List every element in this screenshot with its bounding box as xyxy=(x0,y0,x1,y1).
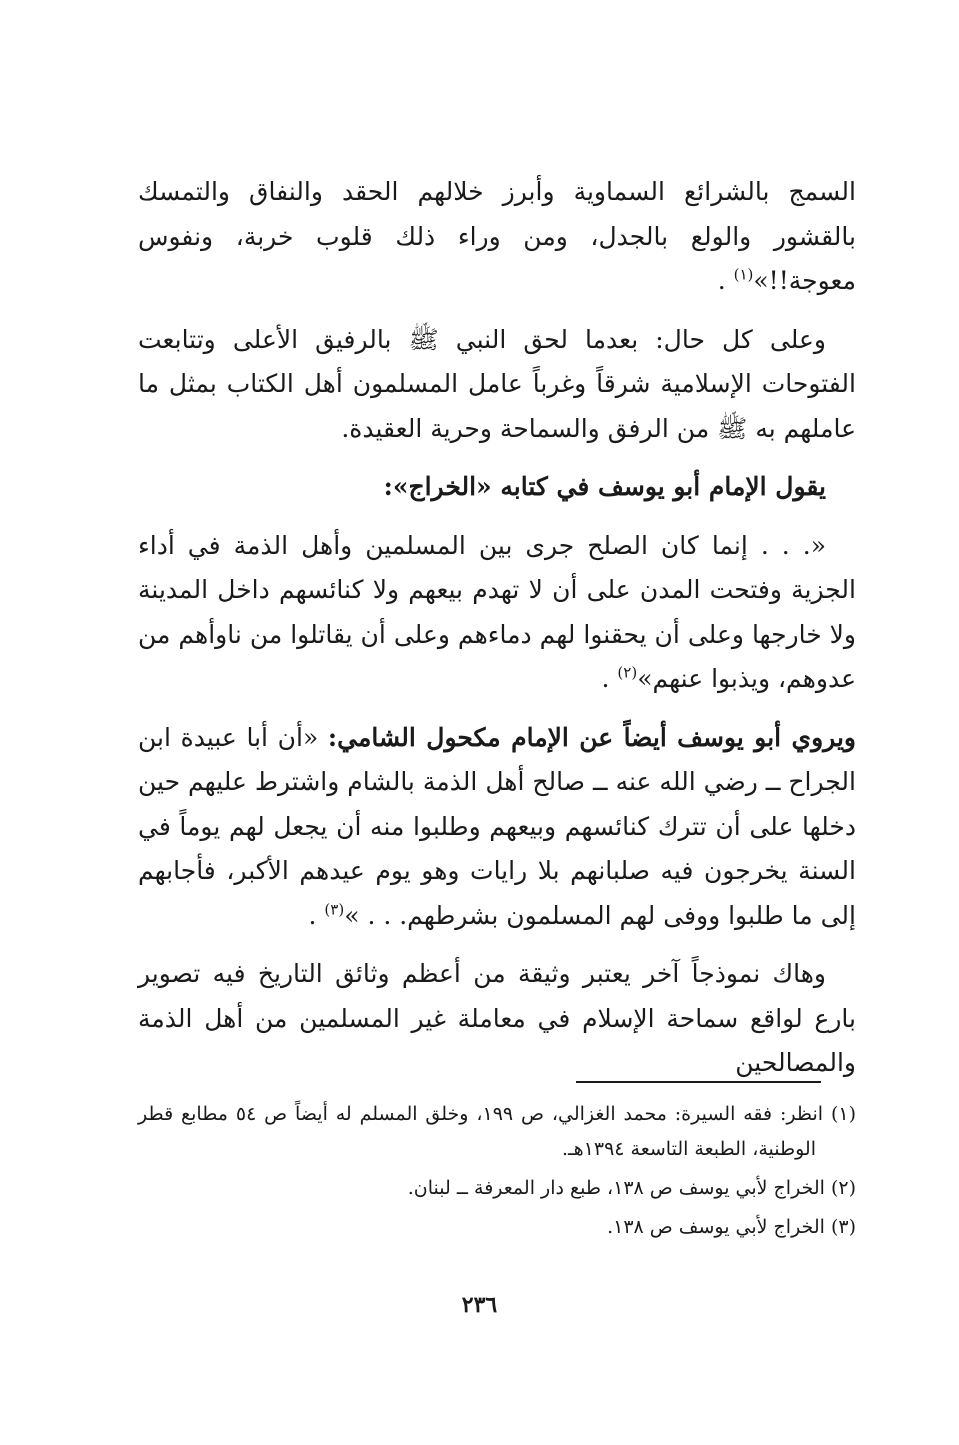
heading-text: يقول الإمام أبو يوسف في كتابه «الخراج»: xyxy=(383,472,826,501)
paragraph-1-text: السمج بالشرائع السماوية وأبرز خلالهم الحقد والنفاق والتمسك بالقشور والولع بالجدل، ومن وراء ذلك قلوب خربة، ونفوس معوجة!!» xyxy=(138,177,856,295)
paragraph-final-text: وهاك نموذجاً آخر يعتبر وثيقة من أعظم وثائق التاريخ فيه تصوير بارع لواقع سماحة الإسلام في معاملة غير المسلمين من أهل الذمة والمصالحين xyxy=(138,959,856,1077)
footnote-2-text: الخراج لأبي يوسف ص ١٣٨، طبع دار المعرفة ــ لبنان. xyxy=(407,1177,825,1199)
paragraph-2-text: وعلى كل حال: بعدما لحق النبي ﷺ بالرفيق الأعلى وتتابعت الفتوحات الإسلامية شرقاً وغرباً عامل المسلمون أهل الكتاب بمثل ما عاملهم به ﷺ من الرفق والسماحة وحرية العقيدة. xyxy=(138,324,856,443)
footnote-divider xyxy=(576,1081,821,1083)
footnote-1-number: (١) xyxy=(830,1103,856,1125)
narration-lead: ويروي أبو يوسف أيضاً عن الإمام مكحول الشامي: xyxy=(327,722,856,752)
paragraph-1 xyxy=(138,170,856,304)
footnote-1-text: انظر: فقه السيرة: محمد الغزالي، ص ١٩٩، وخلق المسلم له أيضاً ص ٥٤ مطابع قطر الوطنية، الطبعة التاسعة ١٣٩٤هـ. xyxy=(138,1103,824,1160)
paragraph-1-end: . xyxy=(717,266,726,295)
footnote-2-number: (٢) xyxy=(830,1177,856,1199)
paragraph-final xyxy=(138,952,856,1086)
page-number: ٢٣٦ xyxy=(461,1292,498,1318)
paragraph-2 xyxy=(138,318,856,452)
quote-paragraph xyxy=(138,524,856,702)
footnote-3 xyxy=(138,1210,856,1245)
narration-paragraph xyxy=(138,716,856,939)
footnote-ref-1[interactable]: (١) xyxy=(733,265,754,284)
section-heading xyxy=(138,465,856,510)
narration-end: . xyxy=(308,900,317,930)
narration-text: «أن أبا عبيدة ابن الجراح ــ رضي الله عنه ــ صالح أهل الذمة بالشام واشترط عليهم حين دخلها على أن تترك كنائسهم وبيعهم وطلبوا منه أن يجعل لهم يوماً في السنة يخرجون فيه صلبانهم بلا رايات وهو يوم عيدهم الأكبر، فأجابهم إلى ما طلبوا ووفى لهم المسلمون بشرطهم. . . » xyxy=(138,722,856,930)
quote-end: . xyxy=(601,664,610,693)
footnote-ref-2[interactable]: (٢) xyxy=(617,663,638,682)
footnote-ref-3[interactable]: (٣) xyxy=(324,900,345,919)
main-text xyxy=(138,170,856,1086)
footnotes xyxy=(138,1097,856,1245)
footnote-2 xyxy=(138,1171,856,1206)
footnote-3-number: (٣) xyxy=(830,1216,856,1238)
quote-text: «. . . إنما كان الصلح جرى بين المسلمين وأهل الذمة في أداء الجزية وفتحت المدن على أن لا تهدم بيعهم ولا كنائسهم داخل المدينة ولا خارجها وعلى أن يحقنوا لهم دماءهم وعلى أن يقاتلوا من ناوأهم من عدوهم، ويذبوا عنهم» xyxy=(138,530,856,693)
footnote-1 xyxy=(138,1097,856,1167)
footnote-3-text: الخراج لأبي يوسف ص ١٣٨. xyxy=(607,1216,825,1238)
